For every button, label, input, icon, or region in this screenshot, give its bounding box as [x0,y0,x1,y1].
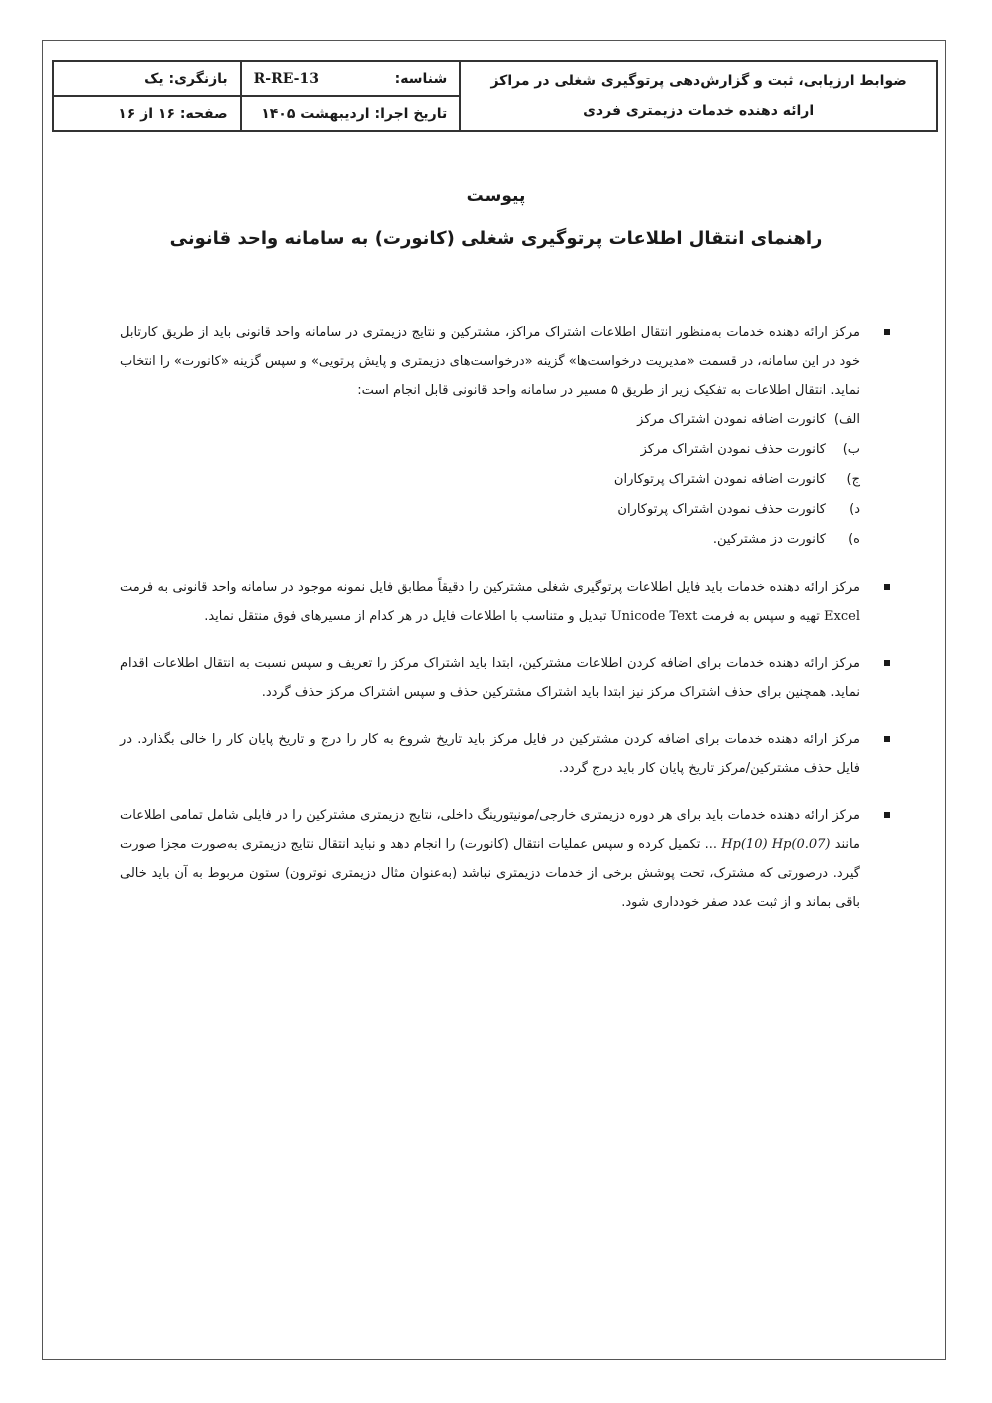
list-item [120,465,860,495]
effective-date-cell [241,96,461,131]
convert-paths-list [120,405,860,555]
bullet-item-2 [120,573,860,631]
document-title [460,61,937,131]
excel-format: Excel [824,609,860,624]
document-body [120,318,860,935]
list-item [120,495,860,525]
list-item-letter: الف) [833,412,860,427]
bullet-2-text-part3: تبدیل و متناسب با اطلاعات فایل در هر کدام از مسیرهای فوق منتقل نماید. [204,609,607,624]
bullet-1-text: مرکز ارائه دهنده خدمات به‌منظور انتقال اطلاعات اشتراک مراکز، مشترکین و نتایج دزیمتری در سامانه واحد قانونی باید از طریق کارتابل خود در این سامانه، در قسمت «مدیریت درخواست‌ها» گزینه «درخواست‌های دزیمتری و پایش پرتویی» و سپس گزینه «کانورت» را انتخاب نماید. انتقال اطلاعات به تفکیک زیر از طریق ۵ مسیر در سامانه واحد قانونی قابل انجام است: [120,325,860,398]
effective-date-label: تاریخ اجرا: [374,105,448,122]
guide-title: راهنمای انتقال اطلاعات پرتوگیری شغلی (کانورت) به سامانه واحد قانونی [169,228,823,249]
document-id-value: R-RE-13 [253,70,319,87]
bullet-4-text: مرکز ارائه دهنده خدمات برای اضافه کردن مشترکین در فایل مرکز باید تاریخ شروع به کار را درج و تاریخ پایان کار را خالی بگذارد. در فایل حذف مشترکین/مرکز تاریخ پایان کار باید درج گردد. [120,732,860,776]
bullet-5-text-part1: مرکز ارائه دهنده خدمات باید برای هر دوره دزیمتری خارجی/مونیتورینگ داخلی، نتایج دزیمتری مشترکین را در فایلی شامل تمامی اطلاعات مانند [120,808,860,852]
list-item-text: کانورت حذف نمودن اشتراک مرکز [640,442,826,457]
bullet-3-text: مرکز ارائه دهنده خدمات برای اضافه کردن اطلاعات مشترکین، ابتدا باید اشتراک مرکز را تعریف و سپس نسبت به انتقال اطلاعات اقدام نماید. همچنین برای حذف اشتراک مرکز نیز ابتدا باید اشتراک مشترکین حذف و سپس اشتراک مرکز حذف گردد. [120,656,860,700]
page-number-cell: صفحه: ۱۶ از ۱۶ [53,96,241,131]
list-item-letter: د) [849,502,860,517]
bullet-square-icon [884,812,890,818]
list-item [120,525,860,555]
formula-hp007: Hp(0.07) [771,837,831,852]
list-item [120,405,860,435]
list-item-letter: ب) [842,442,860,457]
list-item-text: کانورت اضافه نمودن اشتراک پرتوکاران [613,472,826,487]
bullet-square-icon [884,736,890,742]
bullet-square-icon [884,329,890,335]
list-item-letter: ج) [846,472,860,487]
bullet-item-1 [120,318,860,555]
document-header [52,60,938,132]
appendix-heading: پیوست [466,186,526,206]
effective-date-value: اردیبهشت ۱۴۰۵ [261,105,370,122]
list-item-text: کانورت حذف نمودن اشتراک پرتوکاران [617,502,826,517]
title-line-1: ضوابط ارزیابی، ثبت و گزارش‌دهی پرتوگیری شغلی در مراکز [490,73,907,89]
bullet-2-text-part1: مرکز ارائه دهنده خدمات باید فایل اطلاعات پرتوگیری شغلی مشترکین را دقیقاً مطابق فایل نمونه موجود در سامانه واحد قانونی به فرمت [120,580,860,595]
unicode-text-format: Unicode Text [610,609,698,624]
bullet-item-5 [120,801,860,917]
bullet-square-icon [884,660,890,666]
bullet-item-3 [120,649,860,707]
bullet-2-text-part2: تهیه و سپس به فرمت [701,609,820,624]
title-line-2: ارائه دهنده خدمات دزیمتری فردی [583,103,815,119]
bullet-5-text-part2: ... تکمیل کرده و سپس عملیات انتقال (کانورت) را انجام دهد و نباید انتقال نتایج دزیمتری به‌صورت مجزا صورت گیرد. درصورتی که مشترک، تحت پوشش برخی از خدمات دزیمتری نباشد (به‌عنوان مثال دزیمتری نوترون) ستون مربوط به آن باید خالی باقی بماند و از ثبت عدد صفر خودداری شود. [120,837,860,910]
formula-hp10: Hp(10) [721,837,768,852]
list-item [120,435,860,465]
document-id-cell [241,61,461,96]
list-item-letter: ه) [848,532,860,547]
revision-cell: بازنگری: یک [53,61,241,96]
list-item-text: کانورت دز مشترکین. [712,532,826,547]
list-item-text: کانورت اضافه نمودن اشتراک مرکز [637,412,826,427]
bullet-item-4 [120,725,860,783]
document-id-label: شناسه: [394,70,448,87]
bullet-square-icon [884,584,890,590]
